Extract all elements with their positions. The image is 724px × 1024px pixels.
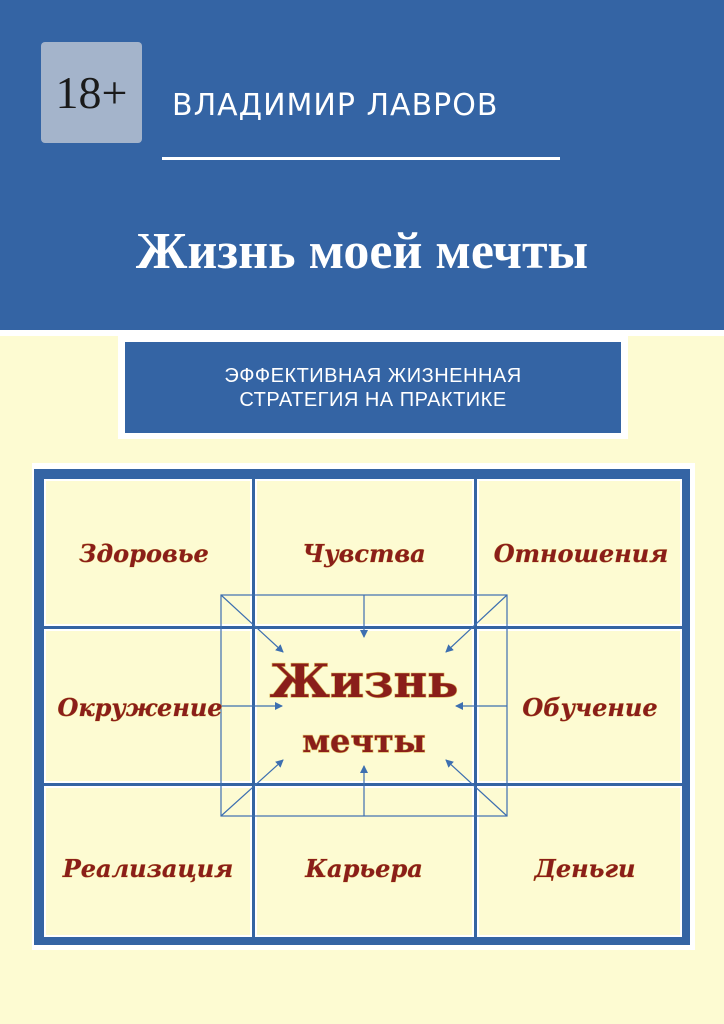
label-health: Здоровье xyxy=(79,539,209,568)
label-money: Деньги xyxy=(534,854,636,883)
author-name: ВЛАДИМИР ЛАВРОВ xyxy=(172,88,499,123)
book-title: Жизнь моей мечты xyxy=(135,223,589,280)
label-environment: Окружение xyxy=(57,693,223,722)
label-career: Карьера xyxy=(305,854,423,883)
label-feelings: Чувства xyxy=(302,539,426,568)
label-relationships: Отношения xyxy=(493,539,669,568)
age-rating-badge: 18+ xyxy=(41,42,142,143)
subtitle-line-1: ЭФФЕКТИВНАЯ ЖИЗНЕННАЯ xyxy=(224,364,522,387)
center-label-line-1: Жизнь xyxy=(269,654,459,708)
subtitle-line-2: СТРАТЕГИЯ НА ПРАКТИКЕ xyxy=(239,388,507,411)
center-label-line-2: мечты xyxy=(302,722,426,760)
label-learning: Обучение xyxy=(522,693,658,722)
label-realization: Реализация xyxy=(62,854,234,883)
